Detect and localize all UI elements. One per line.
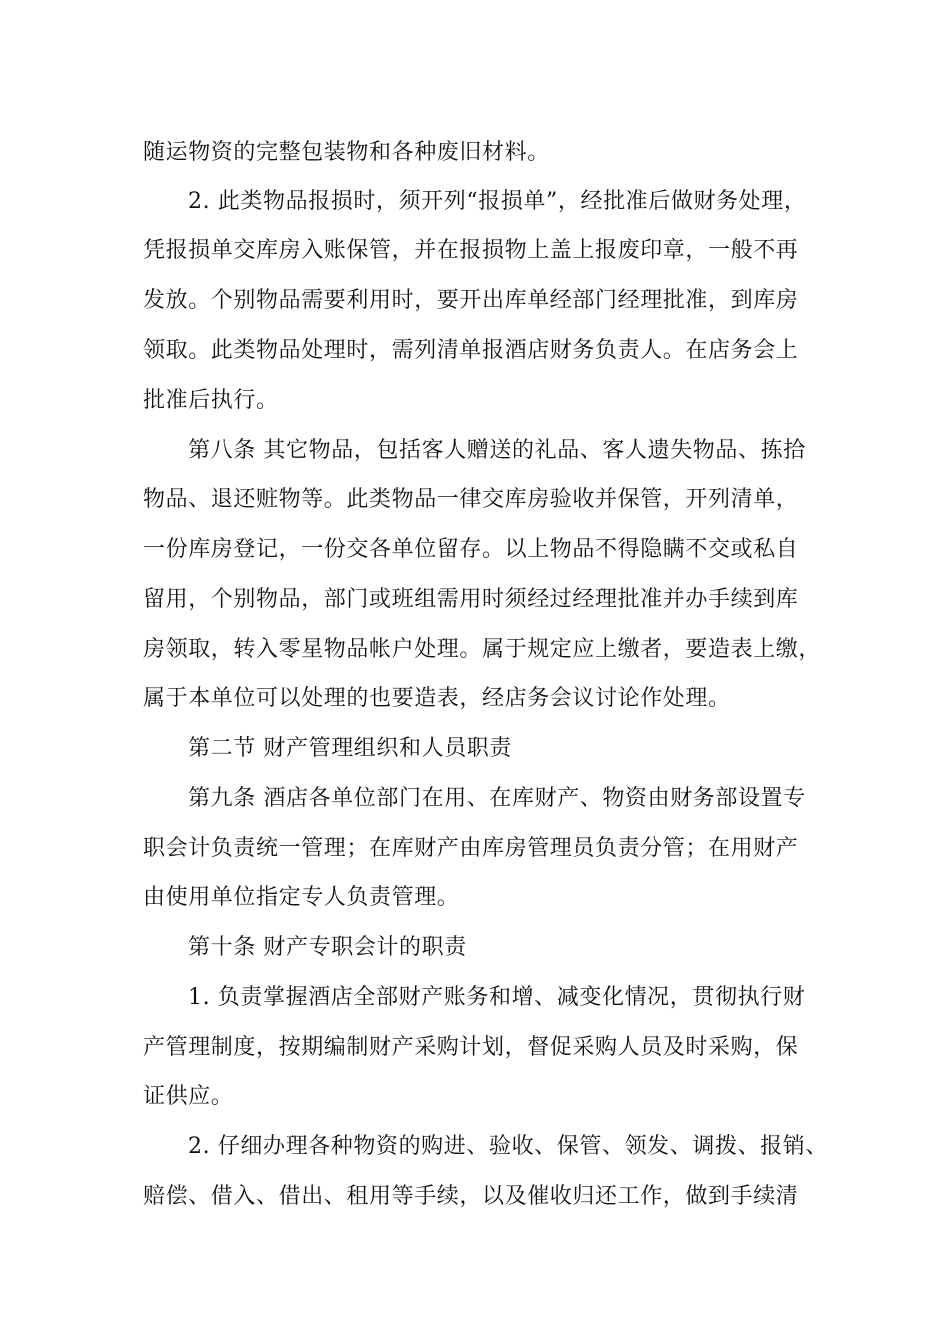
text-line-12: 属于本单位可以处理的也要造表，经店务会议讨论作处理。 <box>143 686 731 711</box>
text-line-15: 职会计负责统一管理；在库财产由库房管理员负责分管；在用财产 <box>143 836 799 861</box>
text-line-4: 发放。个别物品需要利用时，要开出库单经部门经理批准，到库房 <box>143 288 799 313</box>
text-line-1: 随运物资的完整包装物和各种废旧材料。 <box>143 140 550 165</box>
text-line-2: 2. 此类物品报损时，须开列“报损单”，经批准后做财务处理， <box>188 189 807 214</box>
article-heading: 第十条 财产专职会计的职责 <box>188 935 467 960</box>
text-line-22: 赔偿、借入、借出、租用等手续，以及催收归还工作，做到手续清 <box>143 1184 799 1209</box>
text-line-3: 凭报损单交库房入账保管，并在报损物上盖上报废印章，一般不再 <box>143 238 799 263</box>
text-line-5: 领取。此类物品处理时，需列清单报酒店财务负责人。在店务会上 <box>143 338 799 363</box>
text-line-18: 1. 负责掌握酒店全部财产账务和增、减变化情况，贯彻执行财 <box>188 985 806 1010</box>
text-line-19: 产管理制度，按期编制财产采购计划，督促采购人员及时采购，保 <box>143 1035 799 1060</box>
text-line-14: 第九条 酒店各单位部门在用、在库财产、物资由财务部设置专 <box>188 786 806 811</box>
text-line-21: 2. 仔细办理各种物资的购进、验收、保管、领发、调拨、报销、 <box>188 1134 828 1159</box>
text-line-11: 房领取，转入零星物品帐户处理。属于规定应上缴者，要造表上缴， <box>143 637 822 662</box>
text-line-9: 一份库房登记，一份交各单位留存。以上物品不得隐瞒不交或私自 <box>143 537 799 562</box>
text-line-10: 留用，个别物品，部门或班组需用时须经过经理批准并办手续到库 <box>143 587 799 612</box>
text-line-20: 证供应。 <box>143 1084 234 1109</box>
text-line-7: 第八条 其它物品，包括客人赠送的礼品、客人遗失物品、拣拾 <box>188 438 806 463</box>
section-heading: 第二节 财产管理组织和人员职责 <box>188 736 512 761</box>
text-line-8: 物品、退还赃物等。此类物品一律交库房验收并保管，开列清单， <box>143 487 799 512</box>
text-line-16: 由使用单位指定专人负责管理。 <box>143 885 460 910</box>
text-line-6: 批准后执行。 <box>143 388 279 413</box>
